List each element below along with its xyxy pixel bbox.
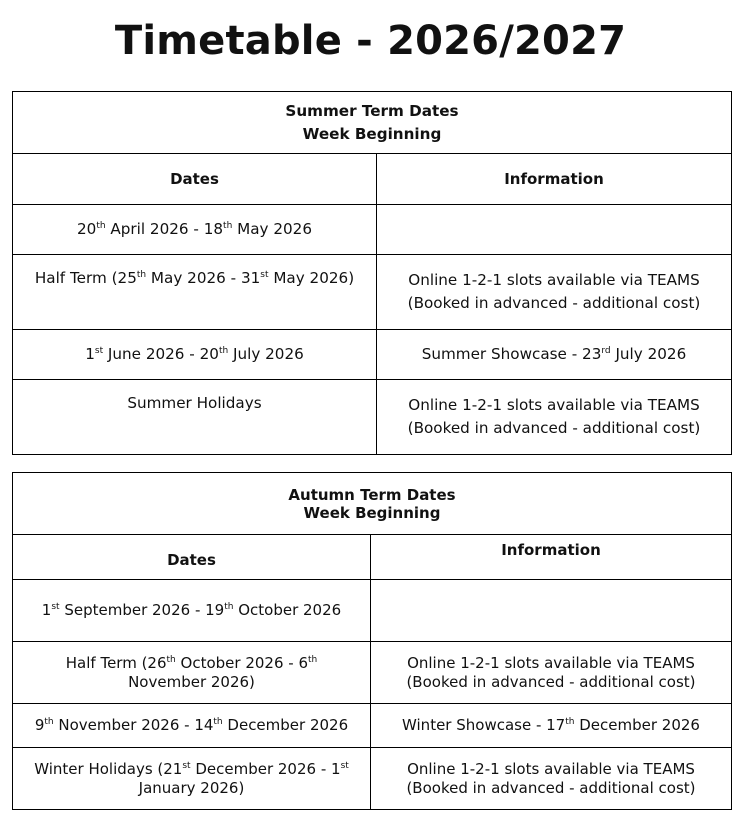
summer-col-information: Information — [377, 154, 732, 205]
autumn-row4-dates: Winter Holidays (21st December 2026 - 1st January 2026) — [13, 748, 371, 810]
summer-row1-dates: 20th April 2026 - 18th May 2026 — [13, 205, 377, 255]
summer-table-heading — [13, 92, 732, 154]
summer-row1-info — [377, 205, 732, 255]
autumn-term-table — [12, 472, 732, 810]
autumn-row3-info: Winter Showcase - 17th December 2026 — [371, 704, 732, 748]
autumn-col-dates: Dates — [13, 535, 371, 580]
table-row — [13, 205, 732, 255]
autumn-table-heading — [13, 473, 732, 535]
summer-row4-dates: Summer Holidays — [13, 380, 377, 455]
autumn-row2-info: Online 1-2-1 slots available via TEAMS (Booked in advanced - additional cost) — [371, 642, 732, 704]
summer-term-table — [12, 91, 732, 455]
autumn-heading-title: Autumn Term Dates — [288, 485, 456, 504]
summer-row2-dates: Half Term (25th May 2026 - 31st May 2026) — [13, 255, 377, 330]
autumn-col-information: Information — [371, 535, 732, 580]
table-row — [13, 580, 732, 642]
table-row — [13, 380, 732, 455]
table-row — [13, 704, 732, 748]
autumn-row4-info: Online 1-2-1 slots available via TEAMS (Booked in advanced - additional cost) — [371, 748, 732, 810]
autumn-row1-dates: 1st September 2026 - 19th October 2026 — [13, 580, 371, 642]
autumn-row3-dates: 9th November 2026 - 14th December 2026 — [13, 704, 371, 748]
table-row — [13, 748, 732, 810]
summer-heading-title: Summer Term Dates — [285, 101, 459, 120]
page-title: Timetable - 2026/2027 — [114, 18, 627, 64]
table-row — [13, 642, 732, 704]
summer-col-dates: Dates — [13, 154, 377, 205]
autumn-heading-subtitle: Week Beginning — [303, 503, 441, 522]
autumn-row1-info — [371, 580, 732, 642]
autumn-row2-dates: Half Term (26th October 2026 - 6th November 2026) — [13, 642, 371, 704]
summer-row4-info: Online 1-2-1 slots available via TEAMS (Booked in advanced - additional cost) — [377, 380, 732, 455]
table-row — [13, 330, 732, 380]
summer-row3-dates: 1st June 2026 - 20th July 2026 — [13, 330, 377, 380]
summer-row2-info: Online 1-2-1 slots available via TEAMS (Booked in advanced - additional cost) — [377, 255, 732, 330]
summer-heading-subtitle: Week Beginning — [302, 124, 442, 143]
table-row — [13, 255, 732, 330]
summer-row3-info: Summer Showcase - 23rd July 2026 — [377, 330, 732, 380]
